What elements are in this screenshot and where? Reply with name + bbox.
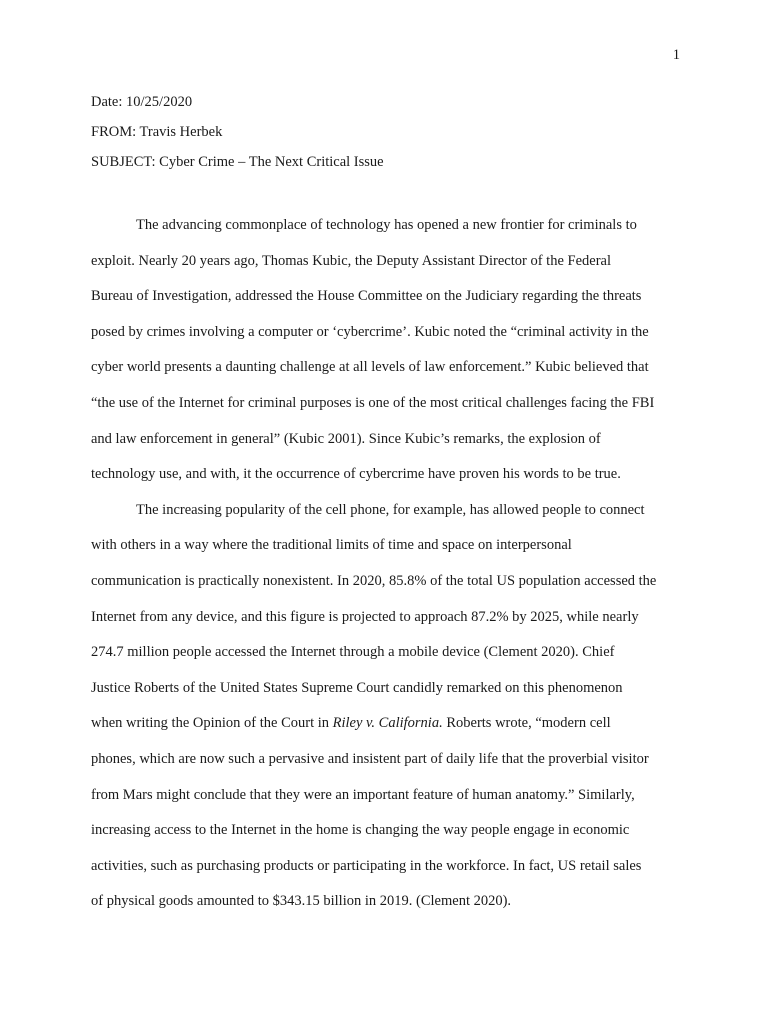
paragraph-line: from Mars might conclude that they were an important feature of human anatomy.” Similarly, xyxy=(91,786,635,803)
paragraph-2 xyxy=(91,493,681,920)
paragraph-line: phones, which are now such a pervasive and insistent part of daily life that the proverbial visitor xyxy=(91,750,649,767)
paragraph-line: The increasing popularity of the cell phone, for example, has allowed people to connect xyxy=(136,501,645,518)
memo-from-value: Travis Herbek xyxy=(139,124,223,140)
memo-date-label: Date: xyxy=(91,94,123,110)
paragraph-line: exploit. Nearly 20 years ago, Thomas Kubic, the Deputy Assistant Director of the Federal xyxy=(91,252,611,269)
paragraph-line: “the use of the Internet for criminal purposes is one of the most critical challenges facing the FBI xyxy=(91,394,655,411)
paragraph-1 xyxy=(91,208,681,493)
paragraph-line: cyber world presents a daunting challenge at all levels of law enforcement.” Kubic believed that xyxy=(91,359,649,376)
memo-from-line xyxy=(91,122,681,152)
memo-subject-line xyxy=(91,152,681,182)
paragraph-line: The advancing commonplace of technology has opened a new frontier for criminals to xyxy=(136,217,637,233)
paragraph-line: posed by crimes involving a computer or ‘cybercrime’. Kubic noted the “criminal activity in the xyxy=(91,323,649,340)
memo-date-value: 10/25/2020 xyxy=(126,94,193,110)
riley-line-after: Roberts wrote, “modern cell xyxy=(442,715,611,732)
page-number: 1 xyxy=(672,47,680,63)
paragraph-line: communication is practically nonexistent. In 2020, 85.8% of the total US population accessed the xyxy=(91,572,657,589)
memo-content xyxy=(91,92,681,920)
paragraph-line: technology use, and with, it the occurrence of cybercrime have proven his words to be true. xyxy=(91,466,621,483)
paragraph-line: and law enforcement in general” (Kubic 2001). Since Kubic’s remarks, the explosion of xyxy=(91,430,601,447)
riley-line-before: when writing the Opinion of the Court in xyxy=(91,715,333,732)
memo-date-line xyxy=(91,92,681,122)
case-name-italic: Riley v. California. xyxy=(332,715,443,732)
paragraph-line: Bureau of Investigation, addressed the House Committee on the Judiciary regarding the threats xyxy=(91,288,642,305)
paragraph-line: with others in a way where the traditional limits of time and space on interpersonal xyxy=(91,537,572,554)
memo-from-label: FROM: xyxy=(91,124,137,140)
paragraph-line: increasing access to the Internet in the home is changing the way people engage in economic xyxy=(91,822,630,839)
paragraph-line: activities, such as purchasing products or participating in the workforce. In fact, US retail sales xyxy=(91,857,642,874)
paragraph-line: 274.7 million people accessed the Internet through a mobile device (Clement 2020). Chief xyxy=(91,644,615,661)
memo-subject-value: Cyber Crime – The Next Critical Issue xyxy=(159,154,384,170)
paragraph-line: Justice Roberts of the United States Supreme Court candidly remarked on this phenomenon xyxy=(91,679,623,696)
paragraph-line: Internet from any device, and this figure is projected to approach 87.2% by 2025, while nearly xyxy=(91,608,639,625)
memo-subject-label: SUBJECT: xyxy=(91,154,156,170)
paragraph-line-riley xyxy=(91,706,681,742)
header-spacer xyxy=(91,182,681,208)
paragraph-line: of physical goods amounted to $343.15 billion in 2019. (Clement 2020). xyxy=(91,893,512,910)
